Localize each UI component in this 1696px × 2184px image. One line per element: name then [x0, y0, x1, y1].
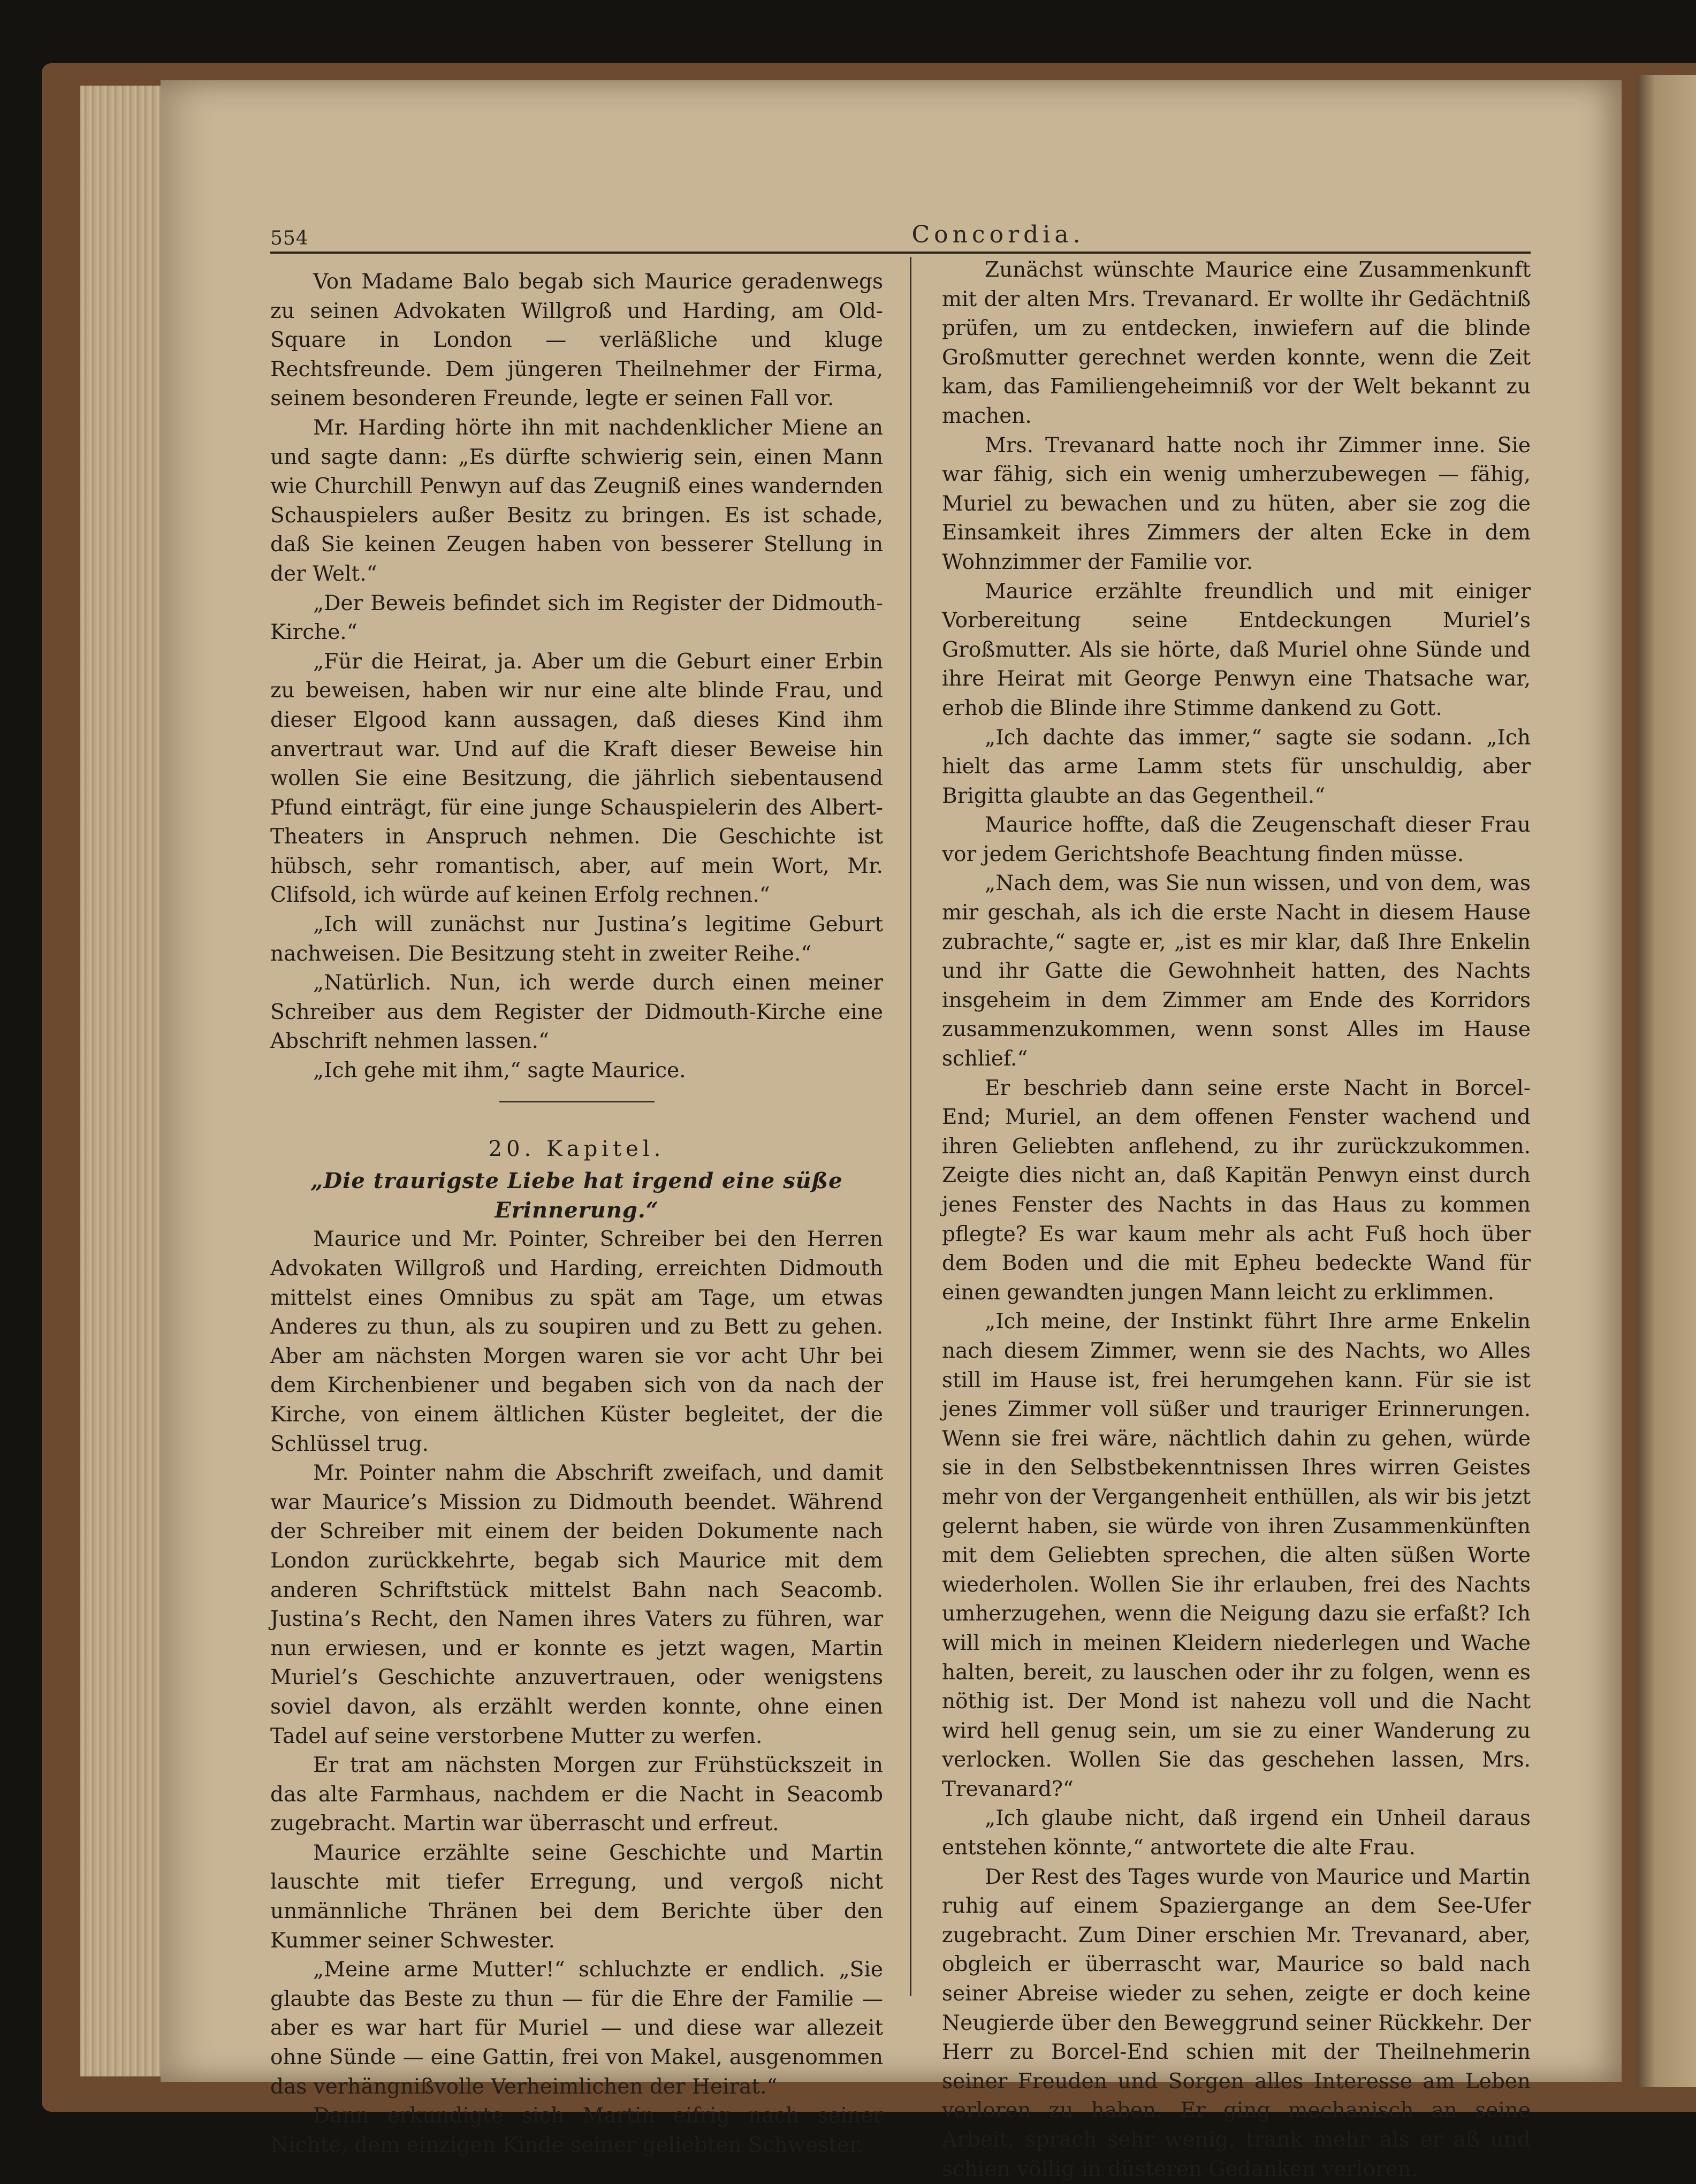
paragraph: Mrs. Trevanard hatte noch ihr Zimmer inne. Sie war fähig, sich ein wenig umherzubewegen — fähig, Muriel zu bewachen und zu hüten, aber sie zog die Einsamkeit ihres Zimmers der alten Ecke in dem Wohnzimmer der Familie vor.: [942, 433, 1531, 574]
paragraph: Der Rest des Tages wurde von Maurice und Martin ruhig auf einem Spaziergange an dem See-Ufer zugebracht. Zum Diner erschien Mr. Trevanard, aber, obgleich er überrascht war, Maurice so bald nach seiner Abreise wieder zu sehen, zeigte er doch keine Neugierde über den Beweggrund seiner Rückkehr. Der Herr zu Borcel-End schien mit der Theilnehmerin seiner Freuden und Sorgen alles Interesse am Leben verloren zu haben. Er ging mechanisch an seine Arbeit, sprach sehr wenig, trank mehr als er aß und schien völlig in düsteren Gedanken verloren.: [942, 1865, 1531, 2181]
chapter-title: „Die traurigste Liebe hat irgend eine süße Erinnerung.“: [310, 1168, 843, 1223]
paragraph: Maurice erzählte seine Geschichte und Martin lauschte mit tiefer Erregung, und vergoß nicht unmännliche Thränen bei dem Berichte über den Kummer seiner Schwester.: [270, 1840, 883, 1953]
page-number: 554: [270, 227, 309, 249]
page-header: [270, 219, 1531, 254]
paragraph: Dann erkundigte sich Martin eifrig nach seiner Nichte, dem einzigen Kinde seiner geliebten Schwester.: [270, 2104, 883, 2157]
paragraph: „Nach dem, was Sie nun wissen, und von dem, was mir geschah, als ich die erste Nacht in diesem Hause zubrachte,“ sagte er, „ist es mir klar, daß Ihre Enkelin und ihr Gatte die Gewohnheit hatten, des Nachts insgeheim in dem Zimmer am Ende des Korridors zusammenzukommen, wenn sonst Alles im Hause schlief.“: [942, 871, 1531, 1071]
column-divider: [910, 257, 911, 1996]
chapter-heading: 20. Kapitel.: [488, 1136, 665, 1161]
paragraph: „Ich gehe mit ihm,“ sagte Maurice.: [313, 1059, 686, 1083]
paragraph: „Meine arme Mutter!“ schluchzte er endlich. „Sie glaubte das Beste zu thun — für die Ehre der Familie — aber es war hart für Muriel — und diese war allezeit ohne Sünde — eine Gattin, frei von Makel, ausgenommen das verhängnißvolle Verheimlichen der Heirat.“: [270, 1958, 883, 2099]
paragraph: „Ich glaube nicht, daß irgend ein Unheil daraus entstehen könnte,“ antwortete die alte Frau.: [942, 1806, 1531, 1860]
paragraph: Mr. Harding hörte ihn mit nachdenklicher Miene an und sagte dann: „Es dürfte schwierig sein, einen Mann wie Churchill Penwyn auf das Zeugniß eines wandernden Schauspielers außer Besitz zu bringen. Es ist schade, daß Sie keinen Zeugen haben von besserer Stellung in der Welt.“: [270, 415, 883, 586]
paragraph: „Ich will zunächst nur Justina’s legitime Geburt nachweisen. Die Besitzung steht in zweiter Reihe.“: [270, 912, 883, 966]
paragraph: Maurice und Mr. Pointer, Schreiber bei den Herren Advokaten Willgroß und Harding, erreichten Didmouth mittelst eines Omnibus zu spät am Tage, um etwas Anderes zu thun, als zu soupiren und zu Bett zu gehen. Aber am nächsten Morgen waren sie vor acht Uhr bei dem Kirchenbiener und begaben sich von da nach der Kirche, von einem ältlichen Küster begleitet, der die Schlüssel trug.: [270, 1227, 883, 1456]
paragraph: Mr. Pointer nahm die Abschrift zweifach, und damit war Maurice’s Mission zu Didmouth beendet. Während der Schreiber mit einem der beiden Dokumente nach London zurückkehrte, begab sich Maurice mit dem anderen Schriftstück mittelst Bahn nach Seacomb. Justina’s Recht, den Namen ihres Vaters zu führen, war nun erwiesen, und er konnte es jetzt wagen, Martin Muriel’s Geschichte anzuvertrauen, oder wenigstens soviel davon, als erzählt werden konnte, ohne einen Tadel auf seine verstorbene Mutter zu werfen.: [270, 1461, 883, 1748]
paragraph: Er trat am nächsten Morgen zur Frühstückszeit in das alte Farmhaus, nachdem er die Nacht in Seacomb zugebracht. Martin war überrascht und erfreut.: [270, 1753, 883, 1836]
paragraph: Zunächst wünschte Maurice eine Zusammenkunft mit der alten Mrs. Trevanard. Er wollte ihr Gedächtniß prüfen, um zu entdecken, inwiefern auf die blinde Großmutter gerechnet werden konnte, wenn die Zeit kam, das Familiengeheimniß vor der Welt bekannt zu machen.: [942, 258, 1531, 428]
paragraph: Maurice erzählte freundlich und mit einiger Vorbereitung seine Entdeckungen Muriel’s Großmutter. Als sie hörte, daß Muriel ohne Sünde und ihre Heirat mit George Penwyn eine Thatsache war, erhob die Blinde ihre Stimme dankend zu Gott.: [942, 579, 1531, 720]
left-column: [270, 268, 883, 2160]
right-column: [942, 256, 1531, 2184]
paragraph: „Der Beweis befindet sich im Register der Didmouth-Kirche.“: [270, 591, 883, 645]
paragraph: „Für die Heirat, ja. Aber um die Geburt einer Erbin zu beweisen, haben wir nur eine alte blinde Frau, und dieser Elgood kann aussagen, daß dieses Kind ihm anvertraut war. Und auf die Kraft dieser Beweise hin wollen Sie eine Besitzung, die jährlich siebentausend Pfund einträgt, für eine junge Schauspielerin des Albert-Theaters in Anspruch nehmen. Die Geschichte ist hübsch, sehr romantisch, aber, auf mein Wort, Mr. Clifsold, ich würde auf keinen Erfolg rechnen.“: [270, 649, 883, 908]
paragraph: „Natürlich. Nun, ich werde durch einen meiner Schreiber aus dem Register der Didmouth-Kirche eine Abschrift nehmen lassen.“: [270, 971, 883, 1054]
journal-title: Concordia.: [911, 221, 1085, 248]
paragraph: Er beschrieb dann seine erste Nacht in Borcel-End; Muriel, an dem offenen Fenster wachend und ihren Geliebten anflehend, zu ihr zurückzukommen. Zeigte dies nicht an, daß Kapitän Penwyn einst durch jenes Fenster des Nachts in das Haus zu kommen pflegte? Es war kaum mehr als acht Fuß hoch über dem Boden und die mit Epheu bedeckte Wand für einen gewandten jungen Mann leicht zu erklimmen.: [942, 1076, 1531, 1305]
paragraph: „Ich dachte das immer,“ sagte sie sodann. „Ich hielt das arme Lamm stets für unschuldig, aber Brigitta glaubte an das Gegentheil.“: [942, 725, 1531, 808]
page-edges: [80, 86, 171, 2076]
chapter-separator: [499, 1101, 655, 1102]
next-page-edge: [1638, 75, 1696, 2087]
paragraph: Von Madame Balo begab sich Maurice geradenwegs zu seinen Advokaten Willgroß und Harding, am Old-Square in London — verläßliche und kluge Rechtsfreunde. Dem jüngeren Theilnehmer der Firma, seinem besonderen Freunde, legte er seinen Fall vor.: [270, 270, 883, 411]
paragraph: Maurice hoffte, daß die Zeugenschaft dieser Frau vor jedem Gerichtshofe Beachtung finden müsse.: [942, 813, 1531, 866]
paragraph: „Ich meine, der Instinkt führt Ihre arme Enkelin nach diesem Zimmer, wenn sie des Nachts, wo Alles still im Hause ist, frei herumgehen kann. Für sie ist jenes Zimmer voll süßer und trauriger Erinnerungen. Wenn sie frei wäre, nächtlich dahin zu gehen, würde sie in den Selbstbekenntnissen Ihres wirren Geistes mehr von der Vergangenheit enthüllen, als wir bis jetzt gelernt haben, sie würde von ihren Zusammenkünften mit dem Geliebten sprechen, die alten süßen Worte wiederholen. Wollen Sie ihr erlauben, frei des Nachts umherzugehen, wenn die Neigung dazu sie erfaßt? Ich will mich in meinen Kleidern niederlegen und Wache halten, bereit, zu lauschen oder ihr zu folgen, wenn es nöthig ist. Der Mond ist nahezu voll und die Nacht wird hell genug sein, um sie zu einer Wanderung zu verlocken. Wollen Sie das geschehen lassen, Mrs. Trevanard?“: [942, 1310, 1531, 1801]
